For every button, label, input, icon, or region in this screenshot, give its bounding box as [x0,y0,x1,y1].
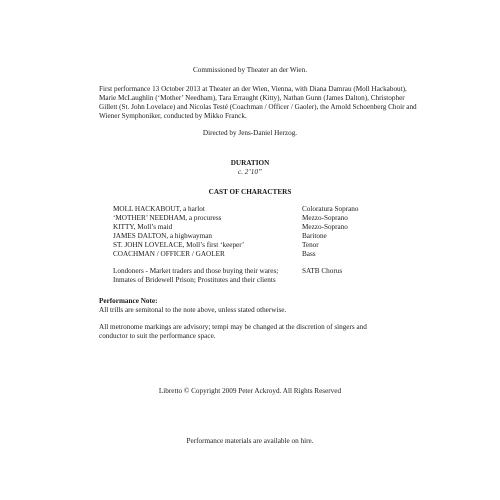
cast-voice-type: Mezzo-Soprano [302,223,348,231]
cast-voice-type: Tenor [302,241,319,249]
cast-role: JAMES DALTON, a highwayman [113,232,213,240]
performance-note-metronome-line-2: conductor to suit the performance space. [99,332,216,340]
cast-role: COACHMAN / OFFICER / GAOLER [113,250,225,258]
chorus-voice-type: SATB Chorus [302,267,343,275]
hire-note: Performance materials are available on hire. [186,437,314,445]
first-performance-line-2: Marie McLaughlin (‘Mother’ Needham), Tara Erraught (Kitty), Nathan Gunn (James Dalton), Christopher [99,94,405,102]
cast-voice-type: Baritone [302,232,327,240]
cast-role: KITTY, Moll’s maid [113,223,173,231]
cast-role: ST. JOHN LOVELACE, Moll’s first ‘keeper’ [113,241,245,249]
commission-line: Commissioned by Theater an der Wien. [192,66,308,74]
chorus-description-line-2: Inmates of Bridewell Prison; Prostitutes and their clients [113,276,276,284]
first-performance-line-4: Wiener Symphoniker, conducted by Mikko Franck. [99,112,247,120]
director-line: Directed by Jens-Daniel Herzog. [202,129,298,137]
performance-note-heading: Performance Note: [99,297,158,305]
duration-value: c. 2’10” [238,168,262,176]
chorus-description-line-1: Londoners - Market traders and those buying their wares; [113,267,279,275]
cast-role: MOLL HACKABOUT, a harlot [113,205,205,213]
copyright-line: Libretto © Copyright 2009 Peter Ackroyd. All Rights Reserved [158,387,342,395]
cast-voice-type: Mezzo-Soprano [302,214,348,222]
cast-voice-type: Coloratura Soprano [302,205,359,213]
cast-voice-type: Bass [302,250,316,258]
performance-note-trills: All trills are semitonal to the note above, unless stated otherwise. [99,306,287,314]
performance-note-metronome-line-1: All metronome markings are advisory; tempi may be changed at the discretion of singers and [99,323,367,331]
duration-heading: DURATION [230,159,270,167]
cast-role: ‘MOTHER’ NEEDHAM, a procuress [113,214,222,222]
first-performance-line-1: First performance 13 October 2013 at Theater an der Wien, Vienna, with Diana Damrau (Moll Hackabout), [99,85,407,93]
cast-heading: CAST OF CHARACTERS [208,188,292,196]
first-performance-line-3: Gillett (St. John Lovelace) and Nicolas Testé (Coachman / Officer / Gaoler), the Arnold Schoenberg Choir and [99,103,417,111]
